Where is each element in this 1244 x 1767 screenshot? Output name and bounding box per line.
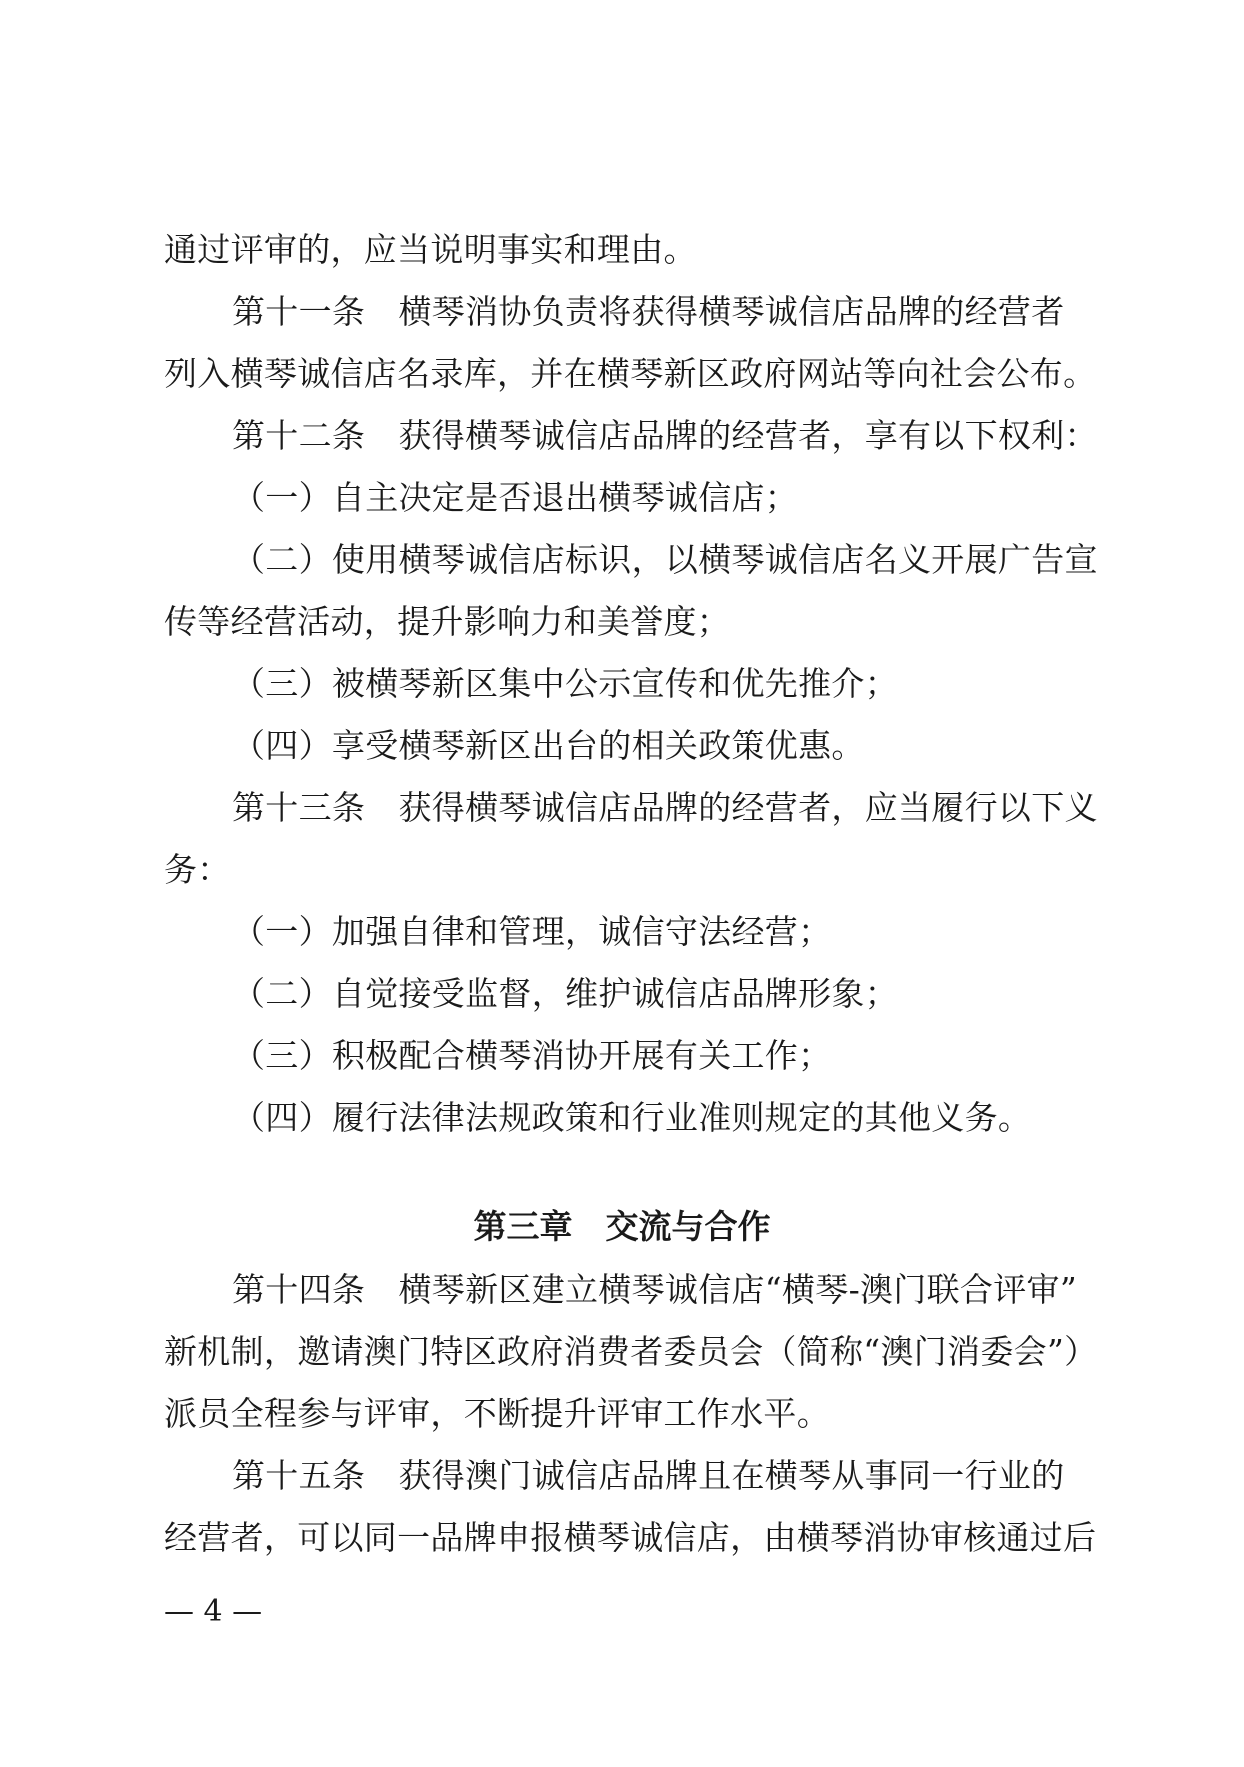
article-11-line-1: 第十一条 横琴消协负责将获得横琴诚信店品牌的经营者 bbox=[232, 292, 1065, 331]
article-14-line-1: 第十四条 横琴新区建立横琴诚信店“横琴-澳门联合评审” bbox=[232, 1270, 1077, 1309]
article-12-item-2-cont: 传等经营活动，提升影响力和美誉度； bbox=[164, 602, 731, 641]
article-13-line-1: 第十三条 获得横琴诚信店品牌的经营者，应当履行以下义 bbox=[232, 788, 1098, 827]
article-14-line-3: 派员全程参与评审，不断提升评审工作水平。 bbox=[164, 1394, 830, 1433]
article-13-item-4: （四）履行法律法规政策和行业准则规定的其他义务。 bbox=[232, 1098, 1032, 1137]
chapter-heading: 第三章 交流与合作 bbox=[473, 1207, 771, 1246]
page-number: — 4 — bbox=[164, 1594, 263, 1629]
article-11-line-2: 列入横琴诚信店名录库，并在横琴新区政府网站等向社会公布。 bbox=[164, 354, 1097, 393]
article-12-item-2: （二）使用横琴诚信店标识，以横琴诚信店名义开展广告宣 bbox=[232, 540, 1098, 579]
article-12-item-3: （三）被横琴新区集中公示宣传和优先推介； bbox=[232, 664, 898, 703]
article-12-line-1: 第十二条 获得横琴诚信店品牌的经营者，享有以下权利： bbox=[232, 416, 1098, 455]
article-13-item-2: （二）自觉接受监督，维护诚信店品牌形象； bbox=[232, 974, 898, 1013]
article-15-line-2: 经营者，可以同一品牌申报横琴诚信店，由横琴消协审核通过后 bbox=[164, 1518, 1097, 1557]
article-13-item-3: （三）积极配合横琴消协开展有关工作； bbox=[232, 1036, 832, 1075]
paragraph-line: 通过评审的，应当说明事实和理由。 bbox=[164, 230, 697, 269]
article-15-line-1: 第十五条 获得澳门诚信店品牌且在横琴从事同一行业的 bbox=[232, 1456, 1065, 1495]
article-13-item-1: （一）加强自律和管理，诚信守法经营； bbox=[232, 912, 832, 951]
article-13-line-2: 务： bbox=[164, 850, 231, 889]
article-12-item-4: （四）享受横琴新区出台的相关政策优惠。 bbox=[232, 726, 865, 765]
article-12-item-1: （一）自主决定是否退出横琴诚信店； bbox=[232, 478, 799, 517]
article-14-line-2: 新机制，邀请澳门特区政府消费者委员会（简称“澳门消委会”） bbox=[164, 1332, 1098, 1371]
